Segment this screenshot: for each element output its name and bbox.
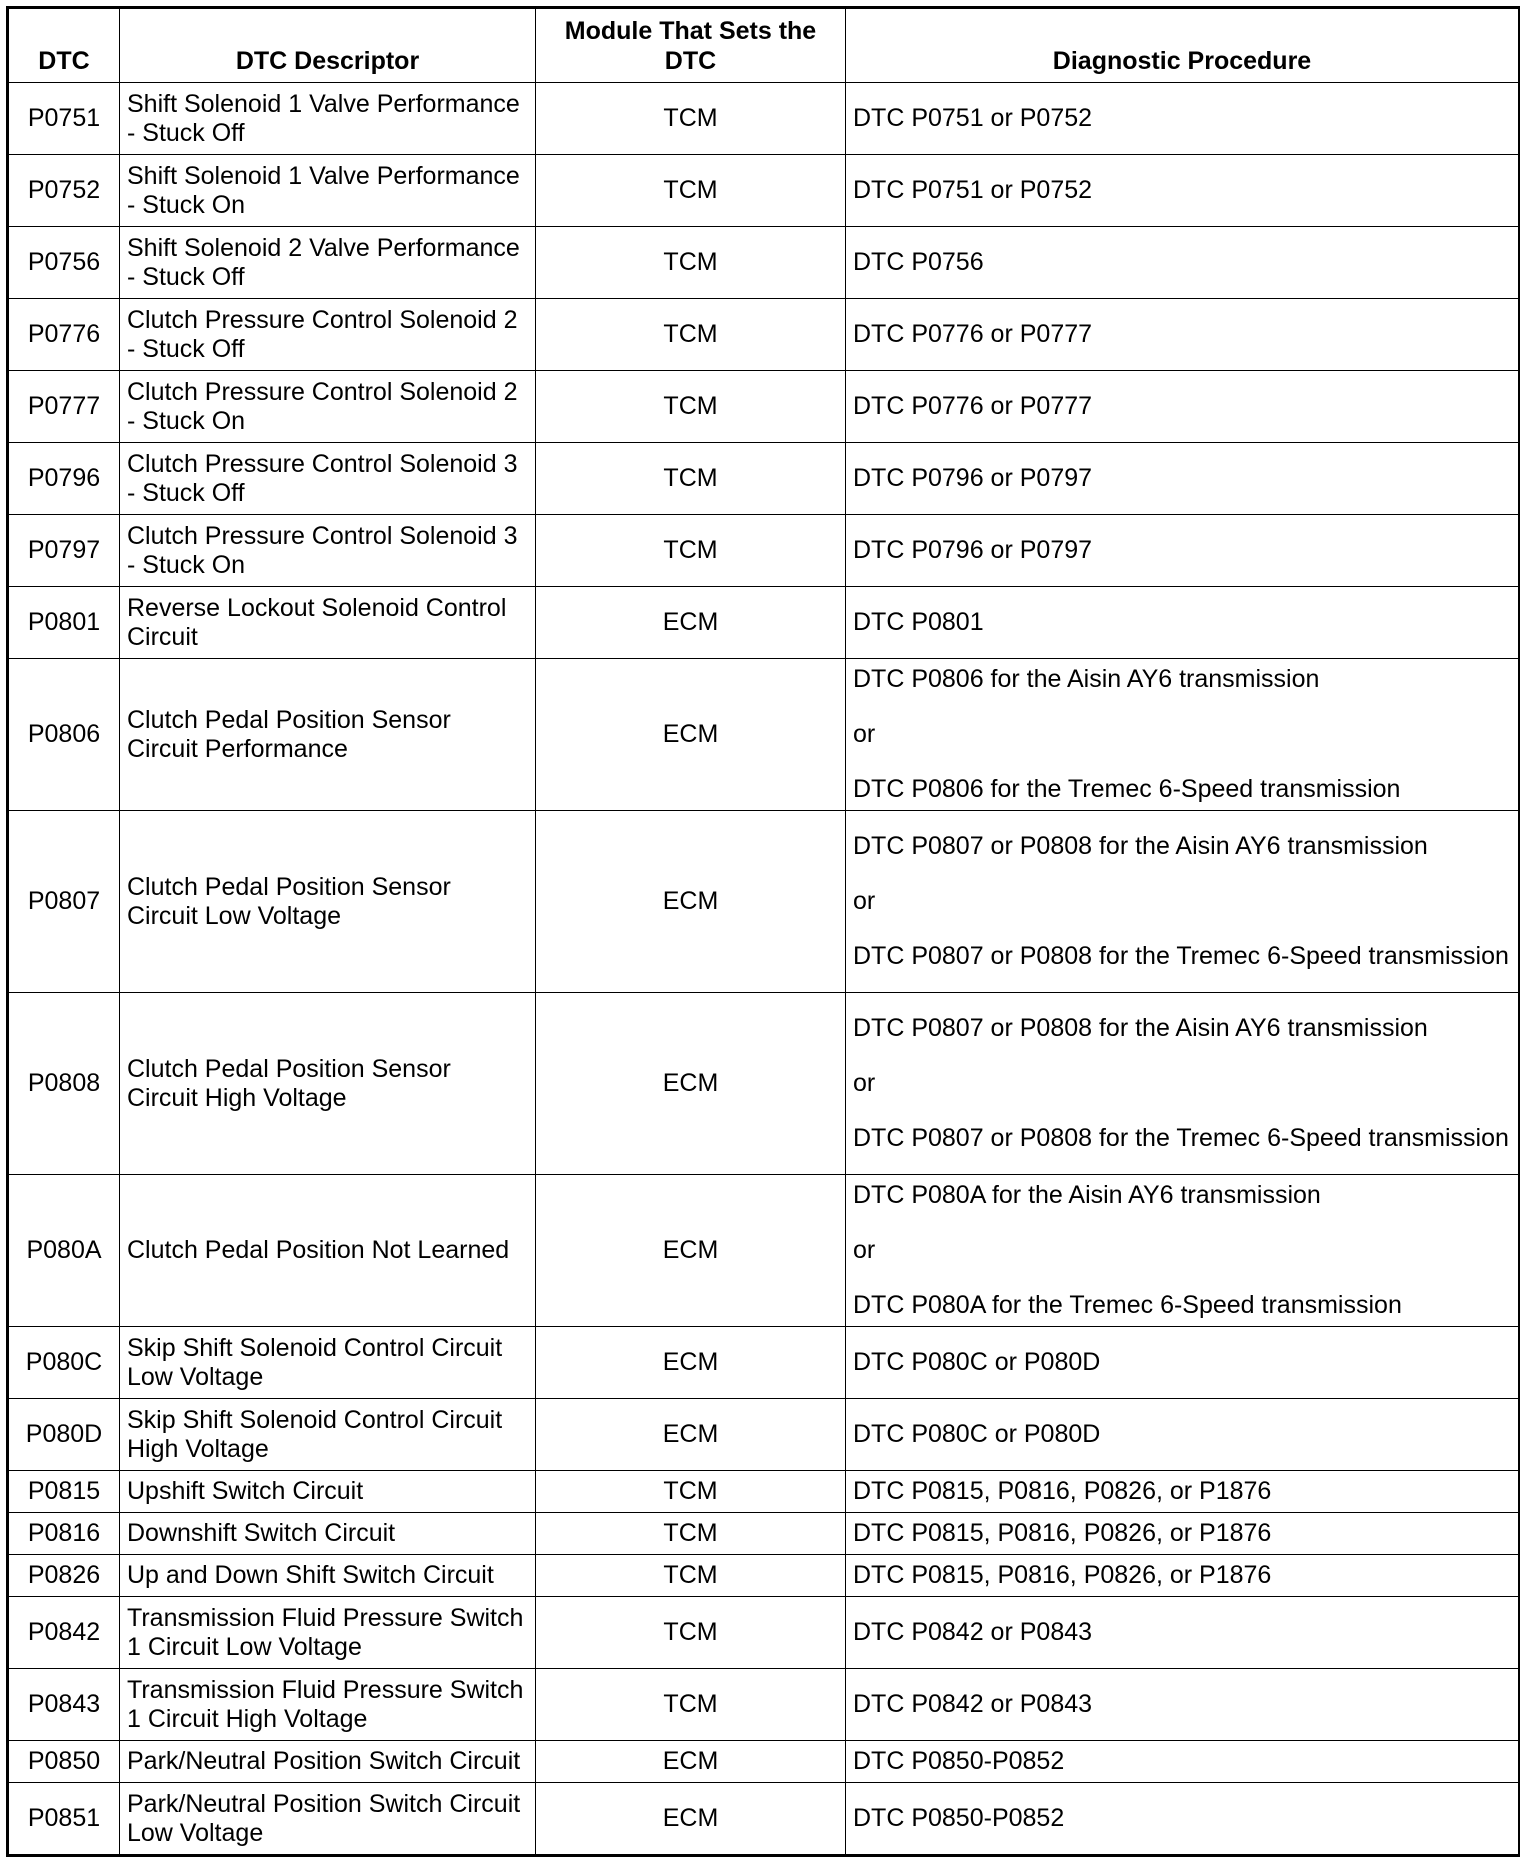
table-row [8,155,1520,227]
diagnostic-procedure-cell [846,515,1520,587]
procedure-line: DTC P0807 or P0808 for the Tremec 6-Speed transmission [853,942,1509,970]
dtc-code-cell: P0815 [8,1471,120,1513]
dtc-code-cell: P0843 [8,1669,120,1741]
diagnostic-procedure-cell [846,811,1520,993]
diagnostic-procedure-cell [846,1597,1520,1669]
procedure-line: or [853,720,876,748]
diagnostic-procedure-cell [846,1741,1520,1783]
procedure-line: DTC P0756 [853,248,984,276]
dtc-descriptor-cell: Clutch Pressure Control Solenoid 3 - Stuck Off [120,443,536,515]
diagnostic-procedure-cell [846,443,1520,515]
module-cell: ECM [536,811,846,993]
table-row [8,1783,1520,1856]
dtc-code-cell: P0756 [8,227,120,299]
procedure-line: DTC P0751 or P0752 [853,176,1093,204]
dtc-code-cell: P0801 [8,587,120,659]
module-cell: TCM [536,83,846,155]
dtc-descriptor-cell: Up and Down Shift Switch Circuit [120,1555,536,1597]
dtc-descriptor-cell: Upshift Switch Circuit [120,1471,536,1513]
dtc-descriptor-cell: Clutch Pressure Control Solenoid 3 - Stuck On [120,515,536,587]
dtc-code-cell: P0850 [8,1741,120,1783]
table-row [8,587,1520,659]
procedure-line: DTC P0807 or P0808 for the Tremec 6-Speed transmission [853,1124,1509,1152]
module-cell: ECM [536,1399,846,1471]
procedure-line: DTC P0796 or P0797 [853,464,1093,492]
dtc-descriptor-cell: Transmission Fluid Pressure Switch 1 Circuit Low Voltage [120,1597,536,1669]
table-row [8,443,1520,515]
module-cell: ECM [536,1327,846,1399]
table-row [8,299,1520,371]
procedure-line: DTC P080C or P080D [853,1420,1101,1448]
diagnostic-procedure-cell [846,1669,1520,1741]
procedure-line: DTC P0842 or P0843 [853,1690,1093,1718]
procedure-line: DTC P080C or P080D [853,1348,1101,1376]
dtc-code-cell: P0816 [8,1513,120,1555]
table-row [8,1399,1520,1471]
dtc-descriptor-cell: Reverse Lockout Solenoid Control Circuit [120,587,536,659]
procedure-line: DTC P0796 or P0797 [853,536,1093,564]
module-cell: TCM [536,1669,846,1741]
diagnostic-procedure-cell [846,155,1520,227]
procedure-line: DTC P0815, P0816, P0826, or P1876 [853,1477,1272,1505]
dtc-code-cell: P0808 [8,993,120,1175]
dtc-descriptor-cell: Shift Solenoid 1 Valve Performance - Stuck On [120,155,536,227]
table-row [8,227,1520,299]
dtc-descriptor-cell: Clutch Pedal Position Sensor Circuit Performance [120,659,536,811]
table-row [8,993,1520,1175]
procedure-line: DTC P0807 or P0808 for the Aisin AY6 transmission [853,832,1428,860]
dtc-descriptor-cell: Clutch Pedal Position Sensor Circuit High Voltage [120,993,536,1175]
procedure-line: DTC P0801 [853,608,984,636]
dtc-descriptor-cell: Transmission Fluid Pressure Switch 1 Circuit High Voltage [120,1669,536,1741]
diagnostic-procedure-cell [846,371,1520,443]
dtc-descriptor-cell: Shift Solenoid 1 Valve Performance - Stuck Off [120,83,536,155]
module-cell: ECM [536,1741,846,1783]
table-row [8,1471,1520,1513]
table-header [8,8,1520,83]
procedure-line: or [853,1069,876,1097]
procedure-line: DTC P0815, P0816, P0826, or P1876 [853,1561,1272,1589]
header-procedure: Diagnostic Procedure [846,8,1520,83]
table-row [8,515,1520,587]
header-module: Module That Sets the DTC [536,8,846,83]
procedure-line: DTC P0850-P0852 [853,1747,1065,1775]
module-cell: TCM [536,1471,846,1513]
procedure-line: DTC P0815, P0816, P0826, or P1876 [853,1519,1272,1547]
module-cell: TCM [536,371,846,443]
table-row [8,811,1520,993]
procedure-line: DTC P080A for the Tremec 6-Speed transmission [853,1291,1402,1319]
table-row [8,83,1520,155]
diagnostic-procedure-cell [846,1471,1520,1513]
table-row [8,659,1520,811]
table-row [8,1513,1520,1555]
table-row [8,1327,1520,1399]
procedure-line: DTC P0807 or P0808 for the Aisin AY6 transmission [853,1014,1428,1042]
dtc-code-cell: P0776 [8,299,120,371]
table-row [8,1741,1520,1783]
module-cell: TCM [536,299,846,371]
dtc-descriptor-cell: Clutch Pedal Position Not Learned [120,1175,536,1327]
procedure-line: DTC P0751 or P0752 [853,104,1093,132]
dtc-table [6,6,1520,1857]
dtc-code-cell: P080D [8,1399,120,1471]
dtc-descriptor-cell: Skip Shift Solenoid Control Circuit High Voltage [120,1399,536,1471]
module-cell: TCM [536,515,846,587]
module-cell: TCM [536,443,846,515]
dtc-code-cell: P0826 [8,1555,120,1597]
dtc-code-cell: P0777 [8,371,120,443]
dtc-descriptor-cell: Skip Shift Solenoid Control Circuit Low Voltage [120,1327,536,1399]
module-cell: TCM [536,227,846,299]
procedure-line: DTC P0806 for the Tremec 6-Speed transmission [853,775,1401,803]
dtc-code-cell: P0842 [8,1597,120,1669]
table-row [8,1669,1520,1741]
procedure-line: or [853,887,876,915]
diagnostic-procedure-cell [846,299,1520,371]
module-cell: ECM [536,993,846,1175]
dtc-descriptor-cell: Clutch Pressure Control Solenoid 2 - Stuck On [120,371,536,443]
diagnostic-procedure-cell [846,1175,1520,1327]
dtc-descriptor-cell: Clutch Pressure Control Solenoid 2 - Stuck Off [120,299,536,371]
diagnostic-procedure-cell [846,993,1520,1175]
diagnostic-procedure-cell [846,1513,1520,1555]
diagnostic-procedure-cell [846,659,1520,811]
table-row [8,1597,1520,1669]
dtc-code-cell: P0752 [8,155,120,227]
dtc-code-cell: P080A [8,1175,120,1327]
table-body [8,83,1520,1856]
header-dtc: DTC [8,8,120,83]
dtc-code-cell: P0806 [8,659,120,811]
dtc-code-cell: P0796 [8,443,120,515]
diagnostic-procedure-cell [846,1555,1520,1597]
module-cell: TCM [536,1555,846,1597]
dtc-code-cell: P080C [8,1327,120,1399]
module-cell: ECM [536,659,846,811]
module-cell: TCM [536,1597,846,1669]
table-row [8,371,1520,443]
header-row [8,8,1520,83]
dtc-code-cell: P0797 [8,515,120,587]
table-row [8,1175,1520,1327]
procedure-line: DTC P0776 or P0777 [853,320,1093,348]
dtc-code-cell: P0851 [8,1783,120,1856]
dtc-code-cell: P0807 [8,811,120,993]
module-cell: ECM [536,1783,846,1856]
diagnostic-procedure-cell [846,1783,1520,1856]
dtc-descriptor-cell: Downshift Switch Circuit [120,1513,536,1555]
procedure-line: DTC P080A for the Aisin AY6 transmission [853,1181,1321,1209]
diagnostic-procedure-cell [846,1399,1520,1471]
module-cell: TCM [536,1513,846,1555]
procedure-line: or [853,1236,876,1264]
diagnostic-procedure-cell [846,83,1520,155]
diagnostic-procedure-cell [846,227,1520,299]
diagnostic-procedure-cell [846,587,1520,659]
module-cell: TCM [536,155,846,227]
procedure-line: DTC P0842 or P0843 [853,1618,1093,1646]
dtc-descriptor-cell: Park/Neutral Position Switch Circuit Low Voltage [120,1783,536,1856]
dtc-code-cell: P0751 [8,83,120,155]
module-cell: ECM [536,587,846,659]
procedure-line: DTC P0776 or P0777 [853,392,1093,420]
diagnostic-procedure-cell [846,1327,1520,1399]
table-row [8,1555,1520,1597]
module-cell: ECM [536,1175,846,1327]
procedure-line: DTC P0806 for the Aisin AY6 transmission [853,665,1320,693]
dtc-descriptor-cell: Shift Solenoid 2 Valve Performance - Stuck Off [120,227,536,299]
header-descriptor: DTC Descriptor [120,8,536,83]
dtc-descriptor-cell: Park/Neutral Position Switch Circuit [120,1741,536,1783]
procedure-line: DTC P0850-P0852 [853,1804,1065,1832]
dtc-descriptor-cell: Clutch Pedal Position Sensor Circuit Low Voltage [120,811,536,993]
